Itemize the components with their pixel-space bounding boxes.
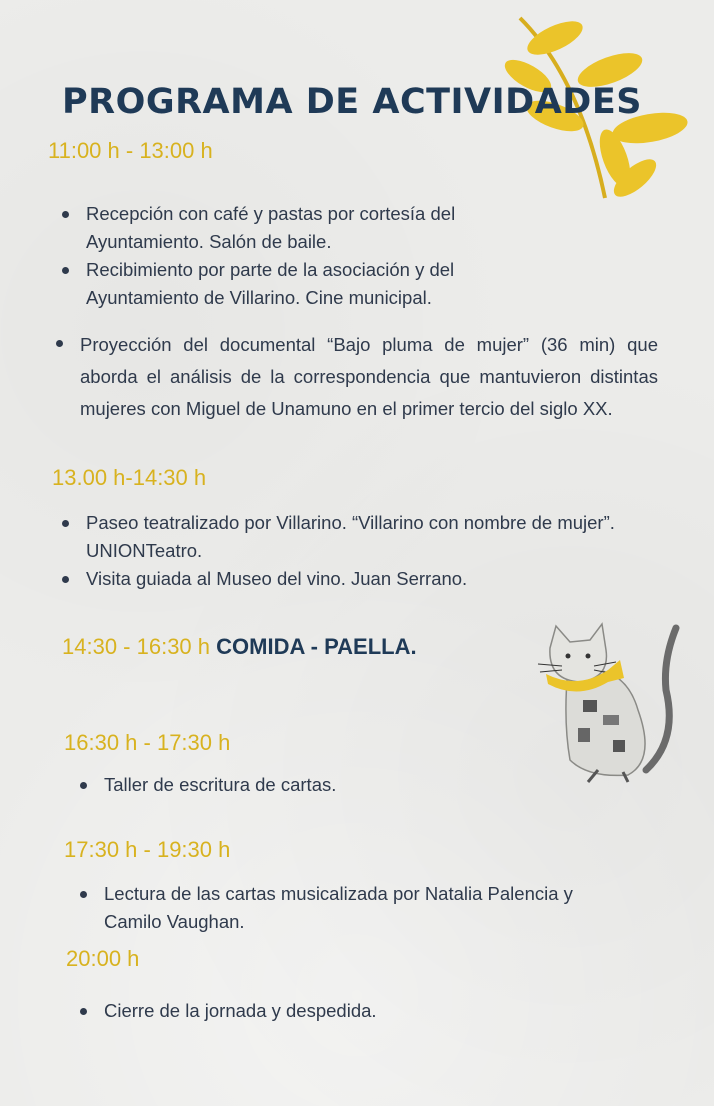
page-title: PROGRAMA DE ACTIVIDADES <box>62 82 642 122</box>
list-item: Paseo teatralizado por Villarino. “Villarino con nombre de mujer”. UNIONTeatro. <box>86 509 646 565</box>
list-item: Lectura de las cartas musicalizada por Natalia Palencia y Camilo Vaughan. <box>104 880 584 936</box>
newspaper-cat-icon <box>528 620 688 785</box>
time-slot: 20:00 h <box>66 946 140 971</box>
time-slot <box>62 634 417 660</box>
activity-list <box>86 509 646 593</box>
activity-list <box>80 329 658 425</box>
list-item: Proyección del documental “Bajo pluma de mujer” (36 min) que aborda el análisis de la correspondencia que mantuvieron distintas mujeres con Miguel de Unamuno en el primer tercio del siglo XX. <box>80 329 658 425</box>
time-slot: 13.00 h-14:30 h <box>52 465 207 490</box>
activity-list <box>104 771 504 799</box>
time-slot: 11:00 h - 13:00 h <box>48 138 213 163</box>
list-item: Visita guiada al Museo del vino. Juan Serrano. <box>86 565 646 593</box>
time-slot-label: 14:30 - 16:30 h <box>62 634 211 659</box>
list-item: Recepción con café y pastas por cortesía del Ayuntamiento. Salón de baile. <box>86 200 556 256</box>
time-slot: 16:30 h - 17:30 h <box>64 730 231 755</box>
activity-list <box>104 880 584 936</box>
time-slot: 17:30 h - 19:30 h <box>64 837 231 862</box>
list-item: Cierre de la jornada y despedida. <box>104 997 584 1025</box>
activity-list <box>104 997 584 1025</box>
activity-list <box>86 200 556 312</box>
list-item: Taller de escritura de cartas. <box>104 771 504 799</box>
list-item: Recibimiento por parte de la asociación y del Ayuntamiento de Villarino. Cine municipal. <box>86 256 556 312</box>
meal-highlight: COMIDA - PAELLA. <box>216 634 417 659</box>
